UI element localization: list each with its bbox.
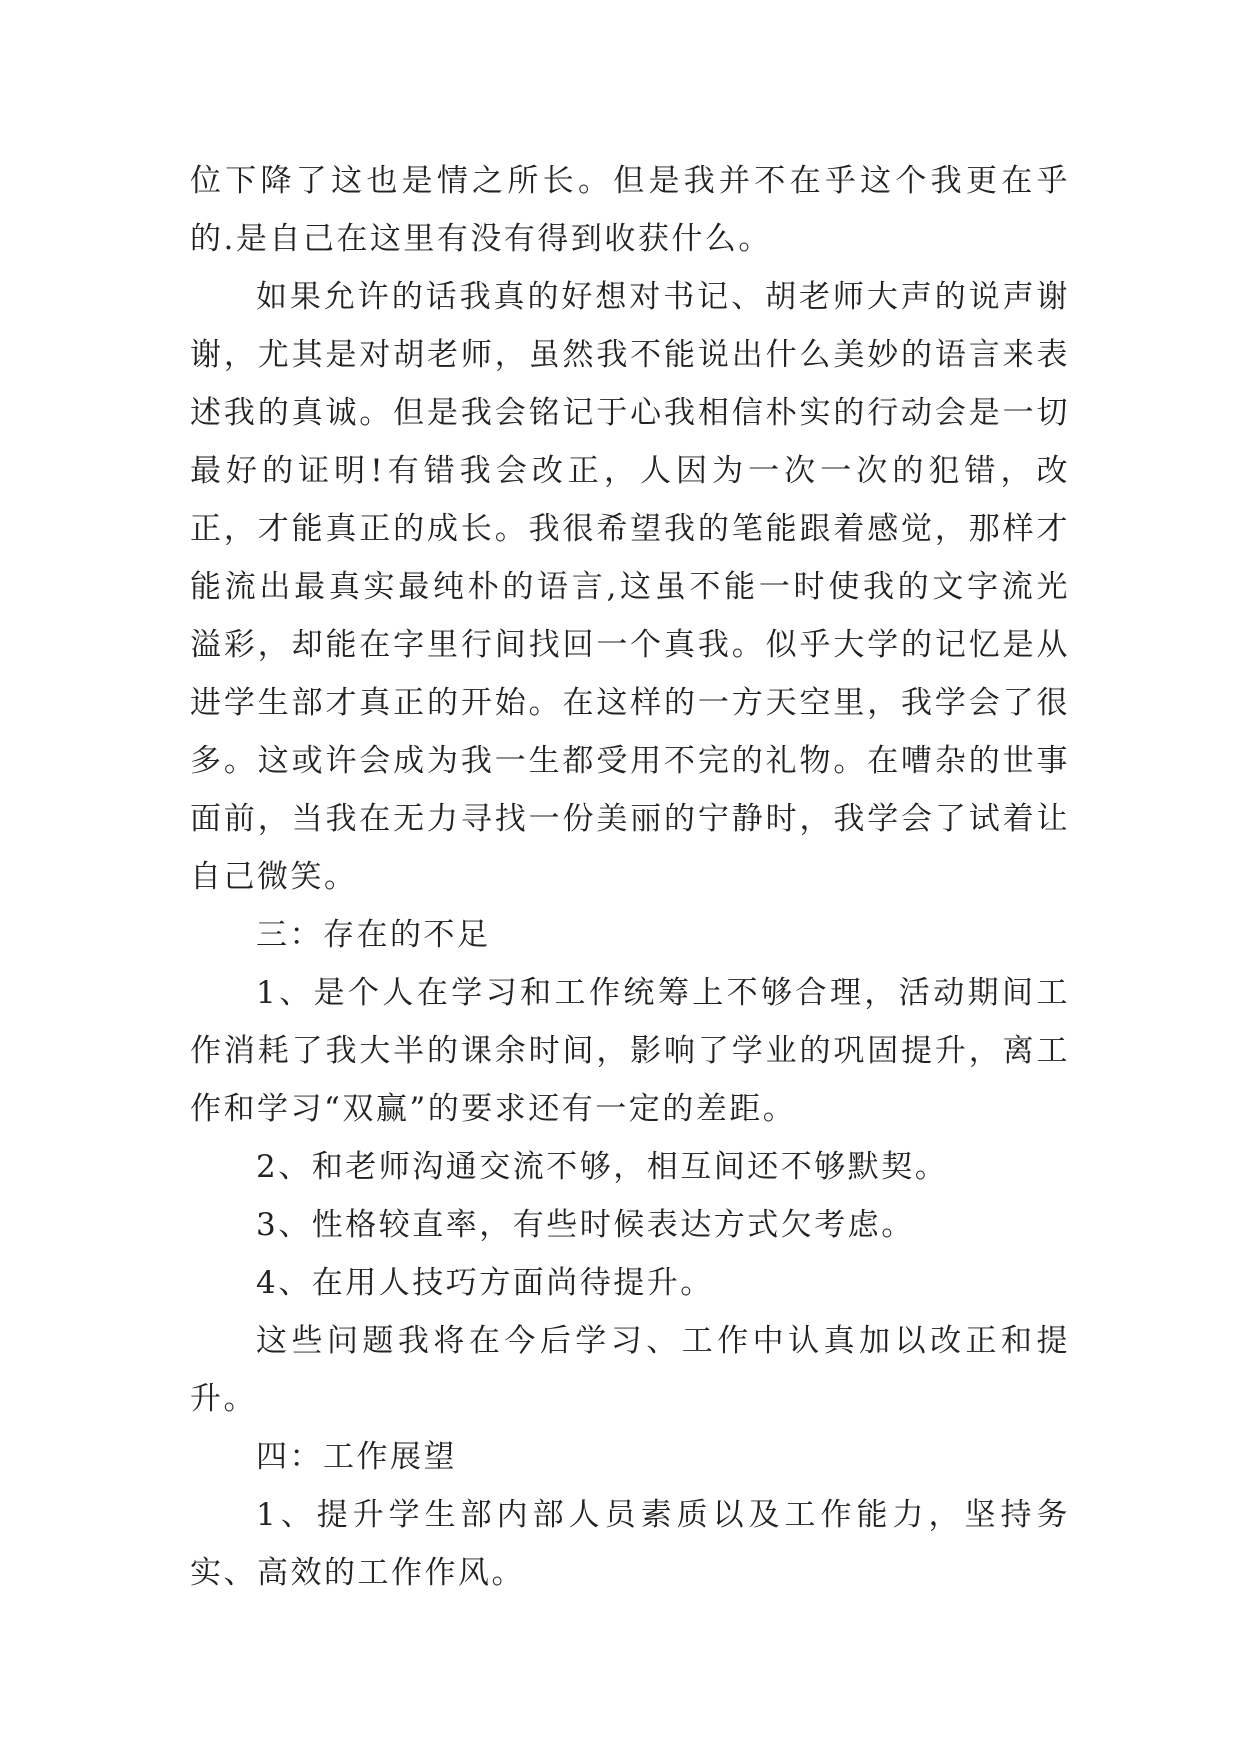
section-heading-outlook: 四：工作展望 [256, 1439, 457, 1475]
shortcoming-item-4: 4、在用人技巧方面尚待提升。 [256, 1265, 714, 1301]
shortcoming-item-3: 3、性格较直率，有些时候表达方式欠考虑。 [256, 1207, 915, 1243]
paragraph-gratitude: 如果允许的话我真的好想对书记、胡老师大声的说声谢谢，尤其是对胡老师，虽然我不能说出什么美妙的语言来表述我的真诚。但是我会铭记于心我相信朴实的行动会是一切最好的证明!有错我会改正，人因为一次一次的犯错，改正，才能真正的成长。我很希望我的笔能跟着感觉，那样才能流出最真实最纯朴的语言,这虽不能一时使我的文字流光溢彩，却能在字里行间找回一个真我。似乎大学的记忆是从进学生部才真正的开始。在这样的一方天空里，我学会了很多。这或许会成为我一生都受用不完的礼物。在嘈杂的世事面前，当我在无力寻找一份美丽的宁静时，我学会了试着让自己微笑。 [190, 279, 1070, 895]
section-heading-shortcomings: 三：存在的不足 [256, 917, 491, 953]
paragraph-improvement: 这些问题我将在今后学习、工作中认真加以改正和提升。 [190, 1323, 1070, 1417]
outlook-item-1: 1、提升学生部内部人员素质以及工作能力，坚持务实、高效的工作作风。 [190, 1497, 1070, 1591]
shortcoming-item-1: 1、是个人在学习和工作统筹上不够合理，活动期间工作消耗了我大半的课余时间，影响了学业的巩固提升，离工作和学习“双赢”的要求还有一定的差距。 [190, 975, 1070, 1127]
shortcoming-item-2: 2、和老师沟通交流不够，相互间还不够默契。 [256, 1149, 949, 1185]
paragraph-continuation: 位下降了这也是情之所长。但是我并不在乎这个我更在乎的.是自己在这里有没有得到收获什么。 [190, 163, 1070, 257]
document-body [190, 152, 1070, 1602]
